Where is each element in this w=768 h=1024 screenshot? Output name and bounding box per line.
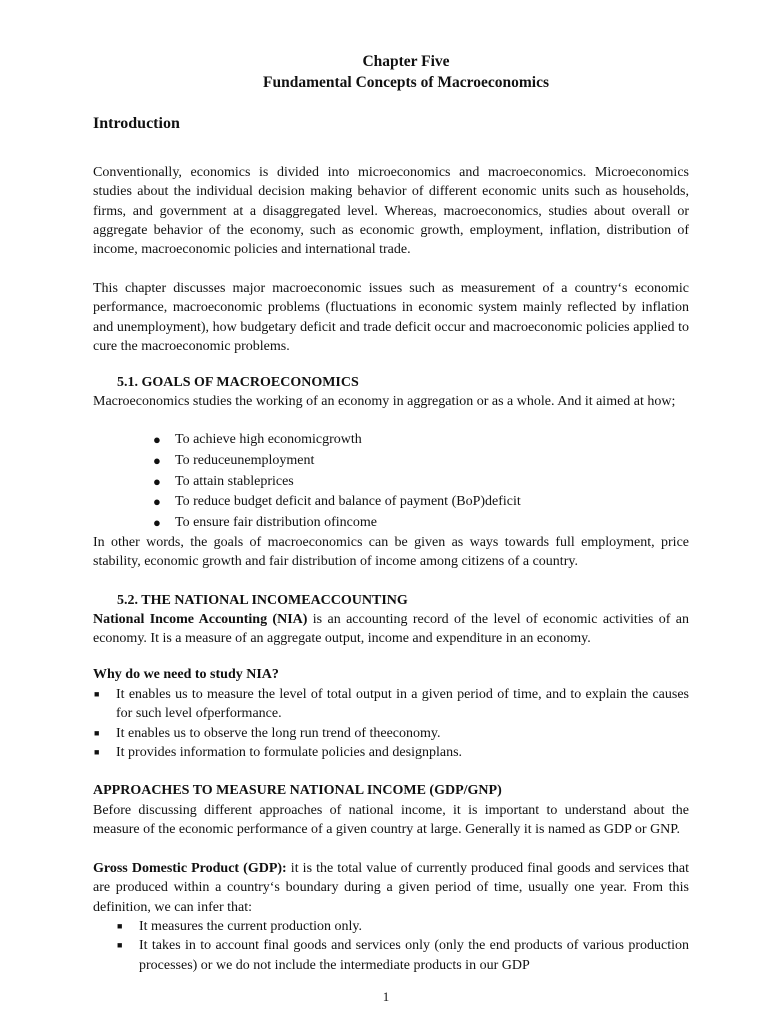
list-item: ● To attain stableprices	[153, 472, 693, 493]
page-number: 1	[382, 989, 390, 1004]
list-item: ● To achieve high economicgrowth	[153, 430, 693, 451]
approaches-heading: APPROACHES TO MEASURE NATIONAL INCOME (GDP/GNP)	[93, 783, 502, 798]
introduction-paragraph-1: Conventionally, economics is divided into microeconomics and macroeconomics. Microeconomics studies about the individual decision making behavior of different economic units such as households, firms, and government at a disaggregated level. Whereas, macroeconomics, studies about overall or aggregate behavior of the economy, such as economic growth, employment, inflation, distribution of income, macroeconomic policies and international trade.	[93, 165, 689, 258]
bullet-dot-icon: ●	[153, 515, 161, 531]
bullet-square-icon: ■	[117, 940, 123, 951]
bullet-square-icon: ■	[117, 921, 123, 931]
gdp-term: Gross Domestic Product (GDP):	[93, 861, 287, 876]
list-item: ● To ensure fair distribution ofincome	[153, 513, 693, 534]
why-nia-list	[93, 685, 689, 762]
list-item: ■ It provides information to formulate policies and designplans.	[93, 743, 689, 762]
bullet-square-icon: ■	[94, 689, 100, 699]
bullet-dot-icon: ●	[153, 473, 161, 489]
chapter-number: Chapter Five	[362, 53, 450, 70]
nia-heading: 5.2. THE NATIONAL INCOMEACCOUNTING	[117, 593, 408, 608]
list-item: ■ It takes in to account final goods and services only (only the end products of various production processes) or we do not include the intermediate products in our GDP	[117, 938, 689, 973]
bullet-dot-icon: ●	[153, 494, 161, 510]
bullet-square-icon: ■	[94, 746, 100, 757]
bullet-dot-icon: ●	[153, 452, 161, 468]
gdp-inference-list	[117, 917, 689, 975]
goals-intro: Macroeconomics studies the working of an economy in aggregation or as a whole. And it aimed at how;	[93, 394, 676, 409]
bullet-square-icon: ■	[94, 727, 100, 738]
goals-conclusion: In other words, the goals of macroeconomics can be given as ways towards full employment, price stability, economic growth and fair distribution of income among citizens of a country.	[93, 535, 689, 570]
list-item: ■ It measures the current production only.	[117, 917, 689, 936]
goals-list	[153, 430, 693, 534]
why-nia-heading: Why do we need to study NIA?	[93, 667, 279, 682]
nia-term: National Income Accounting (NIA)	[93, 612, 308, 627]
list-item: ■ It enables us to observe the long run trend of theeconomy.	[93, 724, 689, 743]
introduction-paragraph-2: This chapter discusses major macroeconomic issues such as measurement of a country‘s economic performance, macroeconomic problems (fluctuations in economic system mainly reflected by inflation and unemployment), how budgetary deficit and trade deficit occur and macroeconomic policies applied to cure the macroeconomic problems.	[93, 281, 689, 354]
nia-definition: National Income Accounting (NIA) is an accounting record of the level of economic activities of an economy. It is a measure of an aggregate output, income and expenditure in an economy.	[93, 612, 689, 647]
list-item: ● To reduceunemployment	[153, 451, 693, 472]
bullet-dot-icon: ●	[153, 432, 161, 447]
list-item: ● To reduce budget deficit and balance of payment (BoP)deficit	[153, 492, 693, 513]
approaches-intro: Before discussing different approaches of national income, it is important to understand about the measure of the economic performance of a given country at large. Generally it is named as GDP or GNP.	[93, 803, 689, 838]
list-item: ■ It enables us to measure the level of total output in a given period of time, and to explain the causes for such level ofperformance.	[94, 687, 689, 722]
goals-heading: 5.1. GOALS OF MACROECONOMICS	[117, 375, 359, 390]
gdp-definition: Gross Domestic Product (GDP): it is the total value of currently produced final goods and services that are produced within a country‘s boundary during a given period of time, usually one year. From this definition, we can infer that:	[93, 861, 689, 915]
chapter-title: Fundamental Concepts of Macroeconomics	[262, 74, 549, 91]
introduction-heading: Introduction	[93, 115, 180, 132]
